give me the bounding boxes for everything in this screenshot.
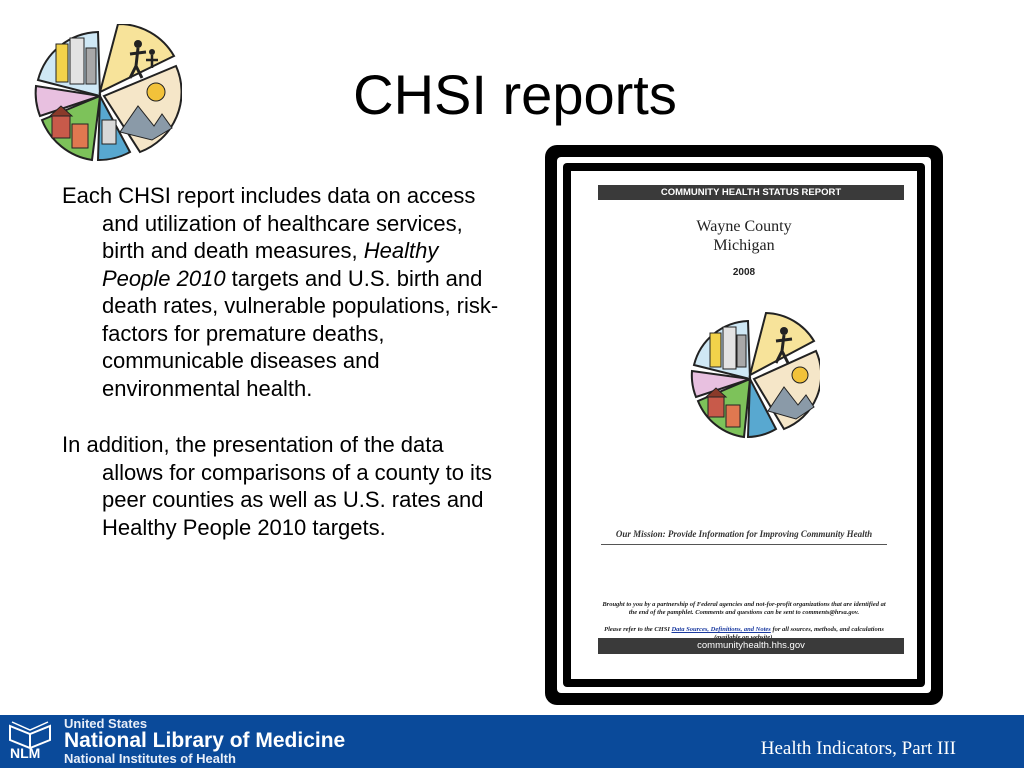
report-location [571,217,917,255]
report-state: Michigan [713,237,775,254]
report-mission: Our Mission: Provide Information for Improving Community Health [615,529,873,539]
report-divider [601,544,887,545]
report-pie-logo-icon [680,307,820,447]
org-line-institutes: National Institutes of Health [64,751,236,766]
report-footer-url: communityhealth.hhs.gov [598,638,904,654]
paragraph-text: Each CHSI report includes data on access and utilization of healthcare services, birth and death measures, [62,183,476,263]
report-refer-text: Please refer to the CHSI [604,626,672,633]
report-header-band: COMMUNITY HEALTH STATUS REPORT [598,185,904,200]
report-cover-frame [545,145,943,705]
paragraph-comparisons: In addition, the presentation of the data allows for comparisons of a county to its peer counties as well as U.S. rates and Healthy People 2010 targets. [62,432,493,540]
org-line-country: United States [64,716,148,731]
frame-border [557,157,931,693]
report-year: 2008 [732,267,756,278]
slide-title: CHSI reports [353,63,677,126]
paragraph-chsi-contents [62,182,507,402]
paragraph-text: targets and U.S. birth and death rates, vulnerable populations, risk-factors for premature deaths, communicable diseases and environmental health. [102,265,499,401]
footer-section-label: Health Indicators, Part III [760,738,956,759]
report-county: Wayne County [696,218,792,235]
report-refer-text: for all sources, methods, and calculations [772,626,884,633]
frame-border-inner [563,163,925,687]
slide-body [62,182,507,541]
report-cover [571,171,917,679]
report-partnership-note: Brought to you by a partnership of Federal agencies and not-for-profit organizations that are identified at the end of the pamphlet. Comments and questions can be sent to comments@hrsa.gov. [602,601,886,616]
org-line-library: National Library of Medicine [64,729,346,752]
footer-bar [0,715,1024,768]
nlm-abbrev: NLM [10,745,41,761]
chsi-logo-icon [22,24,182,162]
italic-term: Healthy People 2010 [102,238,439,291]
report-sources-link: Data Sources, Definitions, and Notes [671,626,771,633]
